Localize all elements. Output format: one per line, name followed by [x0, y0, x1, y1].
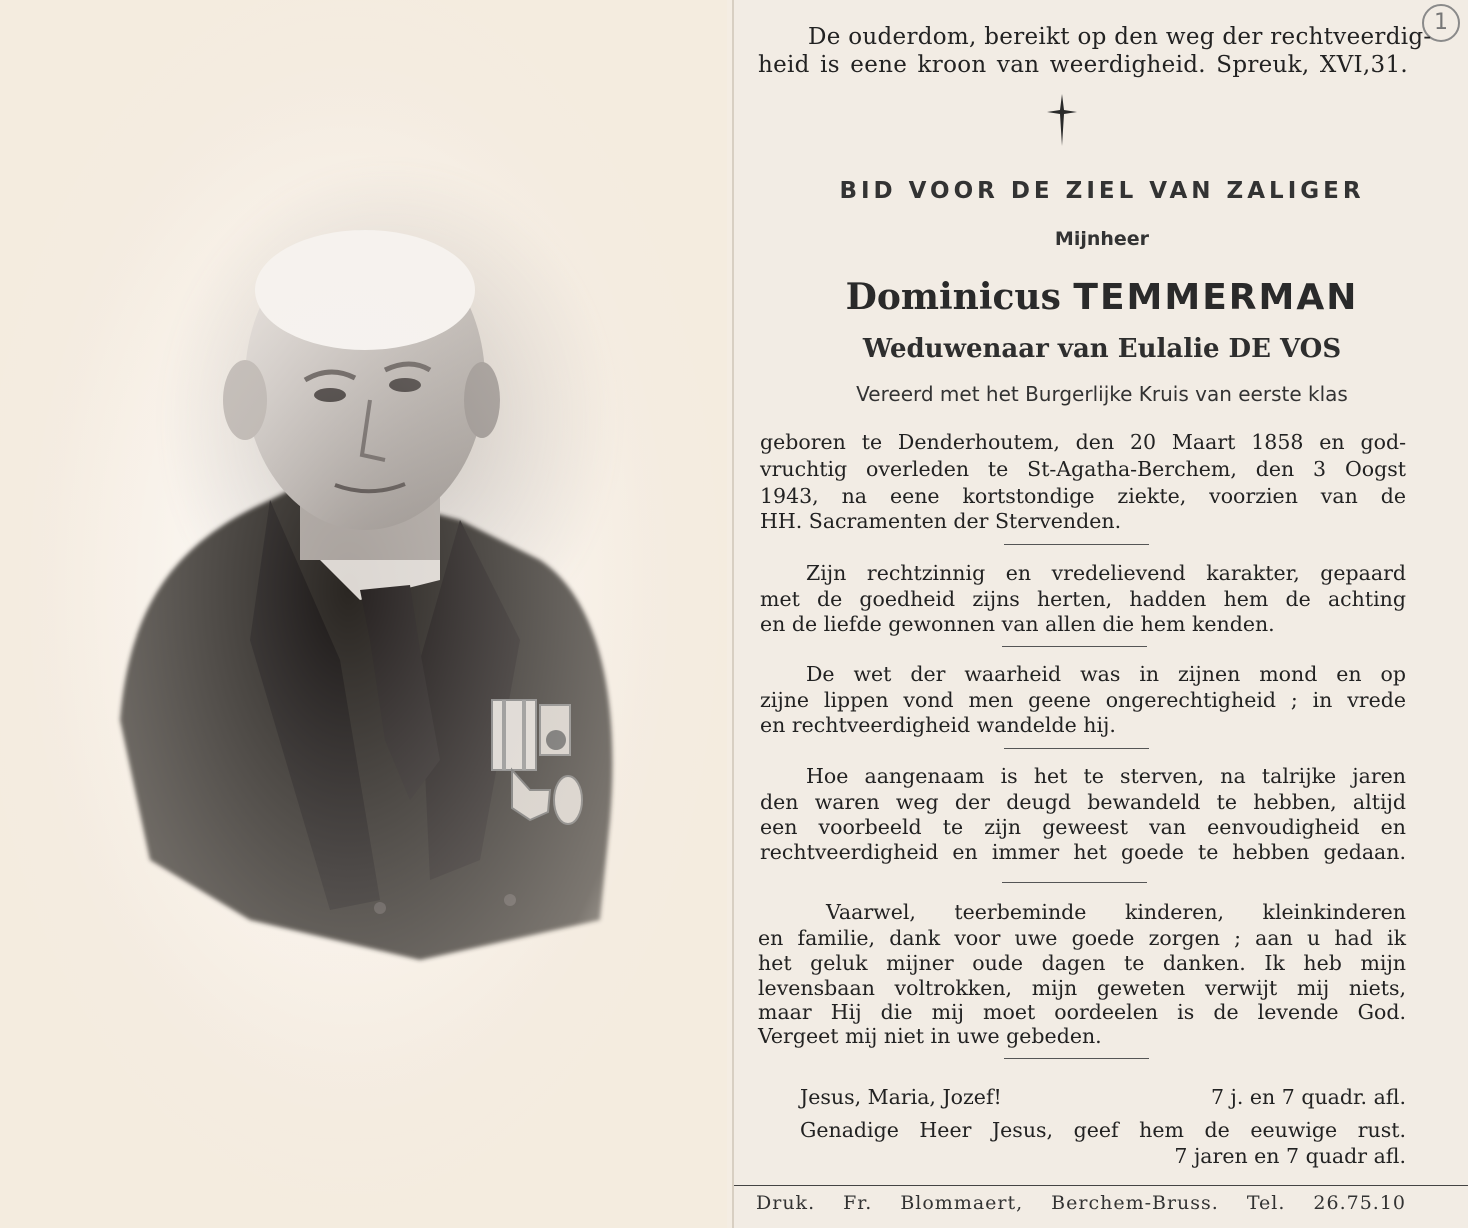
paragraph2-line-1: Zijn rechtzinnig en vredelievend karakter, gepaard — [806, 561, 1406, 585]
prayer-2-indulgence: 7 jaren en 7 quadr afl. — [1174, 1144, 1406, 1168]
cross-icon — [1044, 92, 1080, 148]
deceased-name — [734, 276, 1468, 318]
first-name: Dominicus — [845, 276, 1061, 318]
paragraph3-line-2: zijne lippen vond men geene ongerechtigheid ; in vrede — [760, 688, 1406, 712]
spouse-line: Weduwenaar van Eulalie DE VOS — [862, 334, 1342, 364]
paragraph2-line-3: en de liefde gewonnen van allen die hem kenden. — [760, 612, 1275, 636]
footer-rule — [734, 1185, 1468, 1186]
divider-rule — [1002, 646, 1147, 647]
paragraph5-line-6: Vergeet mij niet in uwe gebeden. — [758, 1024, 1102, 1048]
portrait-photo-panel — [0, 0, 727, 1228]
bio-line-3: 1943, na eene kortstondige ziekte, voorzien van de — [760, 484, 1406, 508]
divider-rule — [1004, 544, 1149, 545]
paragraph4-line-2: den waren weg der deugd bewandeld te hebben, altijd — [760, 790, 1406, 814]
divider-rule — [1002, 882, 1147, 883]
prayer-1-text: Jesus, Maria, Jozef! — [800, 1085, 1002, 1109]
prayer-2-text: Genadige Heer Jesus, geef hem de eeuwige rust. — [800, 1118, 1406, 1142]
paragraph5-line-5: maar Hij die mij moet oordeelen is de levende God. — [758, 1000, 1406, 1024]
paragraph5-line-4: levensbaan voltrokken, mijn geweten verwijt mij niets, — [758, 976, 1406, 1000]
paragraph4-line-3: een voorbeeld te zijn geweest van eenvoudigheid en — [760, 815, 1406, 839]
bio-line-1: geboren te Denderhoutem, den 20 Maart 1858 en god- — [760, 430, 1406, 454]
paragraph5-line-2: en familie, dank voor uwe goede zorgen ; aan u had ik — [758, 926, 1406, 950]
page-number-circle: 1 — [1422, 4, 1460, 42]
last-name: TEMMERMAN — [1073, 277, 1359, 318]
paragraph5-line-1: Vaarwel, teerbeminde kinderen, kleinkinderen — [826, 900, 1406, 924]
memorial-text-panel — [732, 0, 1468, 1228]
paragraph3-line-1: De wet der waarheid was in zijnen mond en op — [806, 662, 1406, 686]
paragraph2-line-2: met de goedheid zijns herten, hadden hem de achting — [760, 587, 1406, 611]
bio-line-4: HH. Sacramenten der Stervenden. — [760, 509, 1122, 533]
prayer-heading: BID VOOR DE ZIEL VAN ZALIGER — [839, 178, 1365, 204]
epigraph-line-1: De ouderdom, bereikt op den weg der rechtveerdig- — [808, 24, 1432, 50]
prayer-1-indulgence: 7 j. en 7 quadr. afl. — [1210, 1085, 1406, 1109]
paragraph3-line-3: en rechtveerdigheid wandelde hij. — [760, 713, 1116, 737]
paragraph4-line-4: rechtveerdigheid en immer het goede te hebben gedaan. — [760, 840, 1406, 864]
honour-line: Vereerd met het Burgerlijke Kruis van eerste klas — [856, 382, 1348, 406]
epigraph-line-2: heid is eene kroon van weerdigheid. Spreuk, XVI,31. — [758, 52, 1408, 78]
bio-line-2: vruchtig overleden te St-Agatha-Berchem, den 3 Oogst — [760, 457, 1406, 481]
portrait-photo — [0, 0, 727, 1228]
paragraph5-line-3: het geluk mijner oude dagen te danken. Ik heb mijn — [758, 951, 1406, 975]
paragraph4-line-1: Hoe aangenaam is het te sterven, na talrijke jaren — [806, 764, 1406, 788]
divider-rule — [1004, 748, 1149, 749]
honorific-title: Mijnheer — [1054, 228, 1150, 250]
divider-rule — [1004, 1058, 1149, 1059]
printer-credit: Druk. Fr. Blommaert, Berchem-Bruss. Tel. 26.75.10 — [756, 1192, 1406, 1214]
